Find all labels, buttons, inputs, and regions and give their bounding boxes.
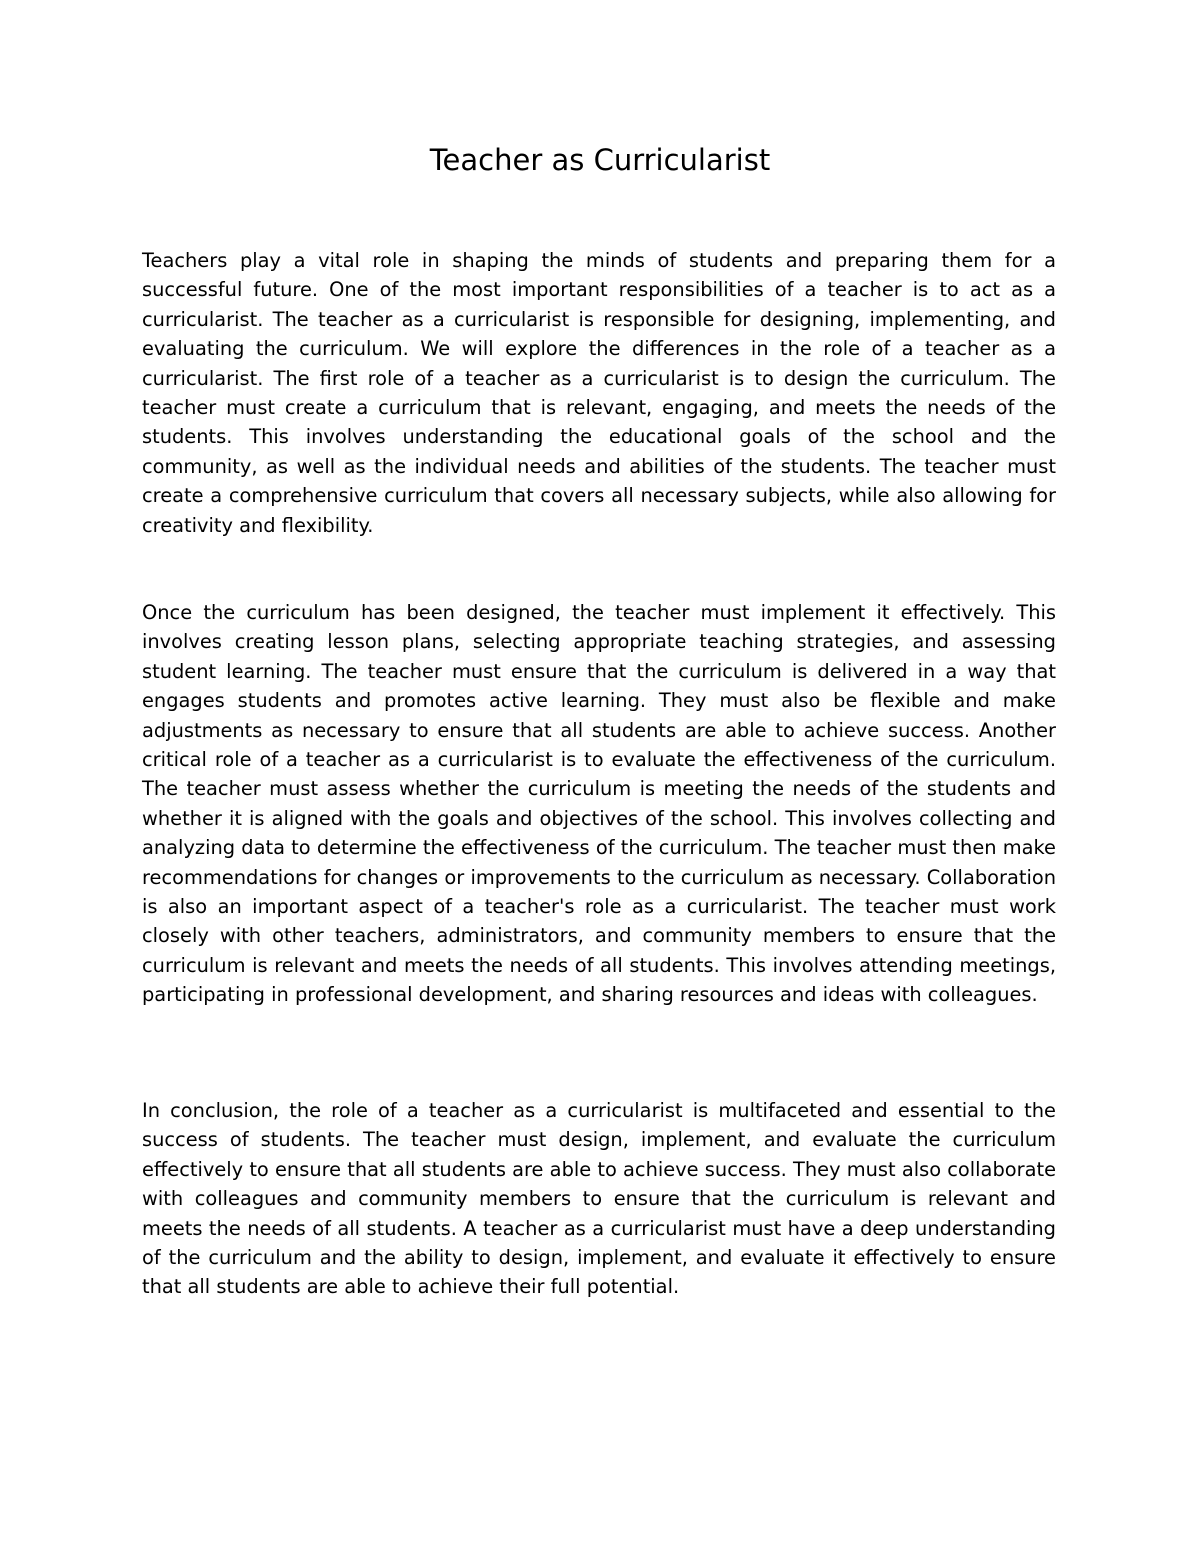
- paragraph-implementation: Once the curriculum has been designed, the teacher must implement it effectively. This involves creating lesson plans, selecting appropriate teaching strategies, and assessing student learning. The teacher must ensure that the curriculum is delivered in a way that engages students and promotes active learning. They must also be flexible and make adjustments as necessary to ensure that all students are able to achieve success. Another critical role of a teacher as a curricularist is to evaluate the effectiveness of the curriculum. The teacher must assess whether the curriculum is meeting the needs of the students and whether it is aligned with the goals and objectives of the school. This involves collecting and analyzing data to determine the effectiveness of the curriculum. The teacher must then make recommendations for changes or improvements to the curriculum as necessary. Collaboration is also an important aspect of a teacher's role as a curricularist. The teacher must work closely with other teachers, administrators, and community members to ensure that the curriculum is relevant and meets the needs of all students. This involves attending meetings, participating in professional development, and sharing resources and ideas with colleagues.: [142, 601, 1056, 1007]
- paragraph-conclusion: In conclusion, the role of a teacher as a curricularist is multifaceted and essential to the success of students. The teacher must design, implement, and evaluate the curriculum effectively to ensure that all students are able to achieve success. They must also collaborate with colleagues and community members to ensure that the curriculum is relevant and meets the needs of all students. A teacher as a curricularist must have a deep understanding of the curriculum and the ability to design, implement, and evaluate it effectively to ensure that all students are able to achieve their full potential.: [142, 1099, 1056, 1299]
- paragraph-introduction: Teachers play a vital role in shaping the minds of students and preparing them for a successful future. One of the most important responsibilities of a teacher is to act as a curricularist. The teacher as a curricularist is responsible for designing, implementing, and evaluating the curriculum. We will explore the differences in the role of a teacher as a curricularist. The first role of a teacher as a curricularist is to design the curriculum. The teacher must create a curriculum that is relevant, engaging, and meets the needs of the students. This involves understanding the educational goals of the school and the community, as well as the individual needs and abilities of the students. The teacher must create a comprehensive curriculum that covers all necessary subjects, while also allowing for creativity and flexibility.: [142, 249, 1056, 537]
- document-title: Teacher as Curricularist: [429, 143, 771, 177]
